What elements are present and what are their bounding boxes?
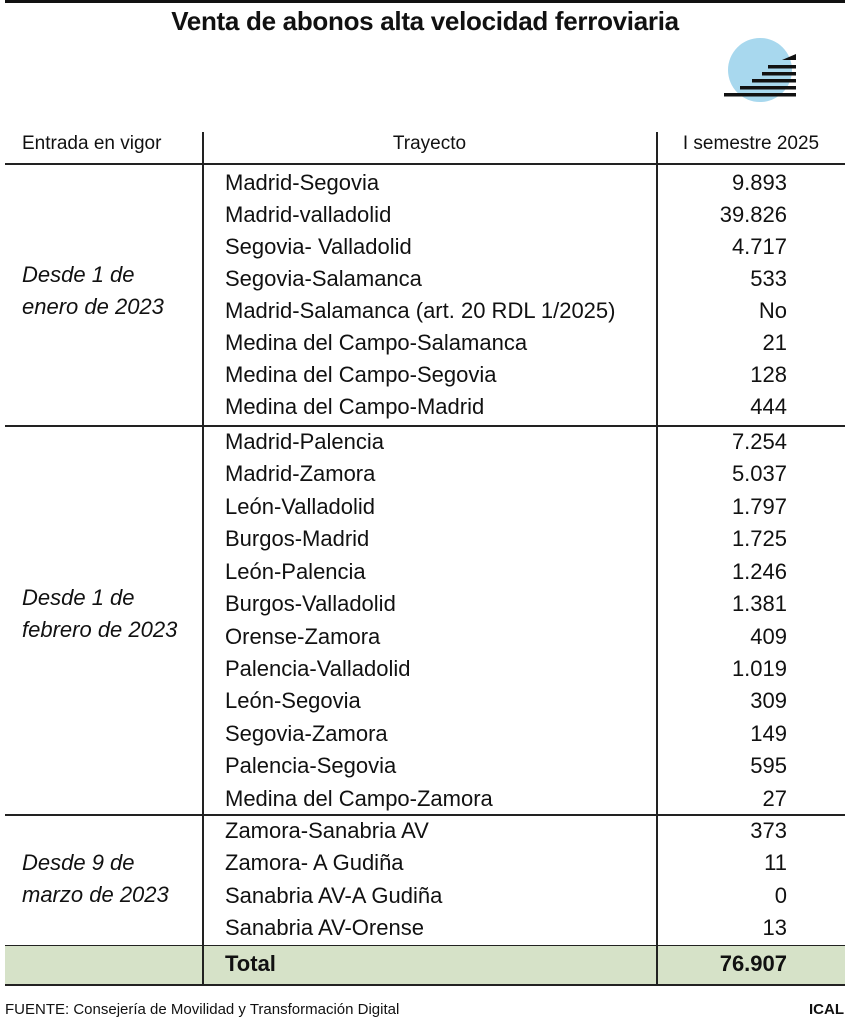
table-row — [0, 391, 850, 423]
route-cell: Segovia- Valladolid — [225, 234, 412, 259]
route-cell: Burgos-Valladolid — [225, 591, 396, 616]
total-divider-bottom — [5, 984, 845, 986]
table-row — [0, 588, 850, 620]
route-cell: Sanabria AV-A Gudiña — [225, 883, 443, 908]
route-cell: Segovia-Salamanca — [225, 266, 422, 291]
value-cell: 27 — [762, 786, 787, 811]
route-cell: León-Palencia — [225, 559, 366, 584]
value-cell: 533 — [750, 266, 787, 291]
value-cell: 11 — [764, 850, 787, 875]
route-cell: Sanabria AV-Orense — [225, 915, 424, 940]
table-row — [0, 815, 850, 847]
value-cell: 409 — [750, 624, 787, 649]
group-label-line: enero de 2023 — [22, 294, 164, 319]
table-row — [0, 426, 850, 458]
table-row — [0, 750, 850, 782]
table-row — [0, 556, 850, 588]
value-cell: 149 — [750, 721, 787, 746]
table-row — [0, 912, 850, 944]
table-row — [0, 718, 850, 750]
value-cell: 39.826 — [719, 202, 787, 227]
table-row — [0, 653, 850, 685]
table-row — [0, 359, 850, 391]
value-cell: 13 — [762, 915, 787, 940]
value-cell: 21 — [762, 330, 787, 355]
route-cell: Palencia-Valladolid — [225, 656, 411, 681]
route-cell: Madrid-Zamora — [225, 461, 376, 486]
value-cell: 309 — [750, 688, 787, 713]
group-label-line: marzo de 2023 — [22, 882, 169, 907]
value-cell: 7.254 — [731, 429, 787, 454]
table-row — [0, 685, 850, 717]
value-cell: 9.893 — [731, 170, 787, 195]
table-row — [0, 847, 850, 879]
route-cell: Medina del Campo-Segovia — [225, 362, 497, 387]
group-label-line: Desde 9 de — [22, 850, 135, 875]
route-cell: Madrid-Segovia — [225, 170, 380, 195]
value-cell: 444 — [750, 394, 787, 419]
ical-logo-icon — [722, 38, 800, 108]
route-cell: Medina del Campo-Salamanca — [225, 330, 528, 355]
value-cell: 595 — [750, 753, 787, 778]
group-label-line: Desde 1 de — [22, 262, 135, 287]
group-label-line: Desde 1 de — [22, 585, 135, 610]
header-entrada: Entrada en vigor — [22, 133, 162, 154]
route-cell: León-Segovia — [225, 688, 361, 713]
header-trayecto: Trayecto — [392, 133, 467, 154]
value-cell: 1.725 — [731, 526, 787, 551]
total-label: Total — [225, 951, 276, 976]
table-row — [0, 783, 850, 815]
route-cell: Madrid-Salamanca (art. 20 RDL 1/2025) — [225, 298, 616, 323]
group-label-line: febrero de 2023 — [22, 617, 178, 642]
total-value: 76.907 — [719, 951, 787, 976]
route-cell: Burgos-Madrid — [225, 526, 370, 551]
value-cell: 0 — [774, 883, 787, 908]
route-cell: Madrid-Palencia — [225, 429, 384, 454]
table-row — [0, 880, 850, 912]
table-row — [0, 491, 850, 523]
route-cell: Medina del Campo-Zamora — [225, 786, 493, 811]
route-cell: Madrid-valladolid — [225, 202, 392, 227]
value-cell: 373 — [750, 818, 787, 843]
value-cell: 128 — [750, 362, 787, 387]
page-title: Venta de abonos alta velocidad ferroviaria — [171, 6, 679, 36]
value-cell: 5.037 — [731, 461, 787, 486]
table-row — [0, 458, 850, 490]
route-cell: Zamora- A Gudiña — [225, 850, 404, 875]
route-cell: Medina del Campo-Madrid — [225, 394, 485, 419]
value-cell: 1.246 — [731, 559, 787, 584]
route-cell: León-Valladolid — [225, 494, 376, 519]
value-cell: No — [758, 298, 787, 323]
source-note: FUENTE: Consejería de Movilidad y Transformación Digital — [5, 1001, 400, 1018]
table-header — [0, 128, 850, 164]
route-cell: Segovia-Zamora — [225, 721, 388, 746]
table-row — [0, 263, 850, 295]
table-row — [0, 231, 850, 263]
table-row — [0, 621, 850, 653]
table-row — [0, 295, 850, 327]
route-cell: Orense-Zamora — [225, 624, 381, 649]
credit-label: ICAL — [809, 1001, 844, 1018]
value-cell: 4.717 — [731, 234, 787, 259]
value-cell: 1.797 — [731, 494, 787, 519]
table-row — [0, 327, 850, 359]
value-cell: 1.381 — [731, 591, 787, 616]
header-semestre: I semestre 2025 — [682, 133, 820, 154]
route-cell: Zamora-Sanabria AV — [225, 818, 429, 843]
route-cell: Palencia-Segovia — [225, 753, 397, 778]
table-row — [0, 199, 850, 231]
top-rule — [5, 0, 845, 3]
header-divider — [5, 163, 845, 165]
table-row — [0, 523, 850, 555]
value-cell: 1.019 — [731, 656, 787, 681]
table-row — [0, 167, 850, 199]
